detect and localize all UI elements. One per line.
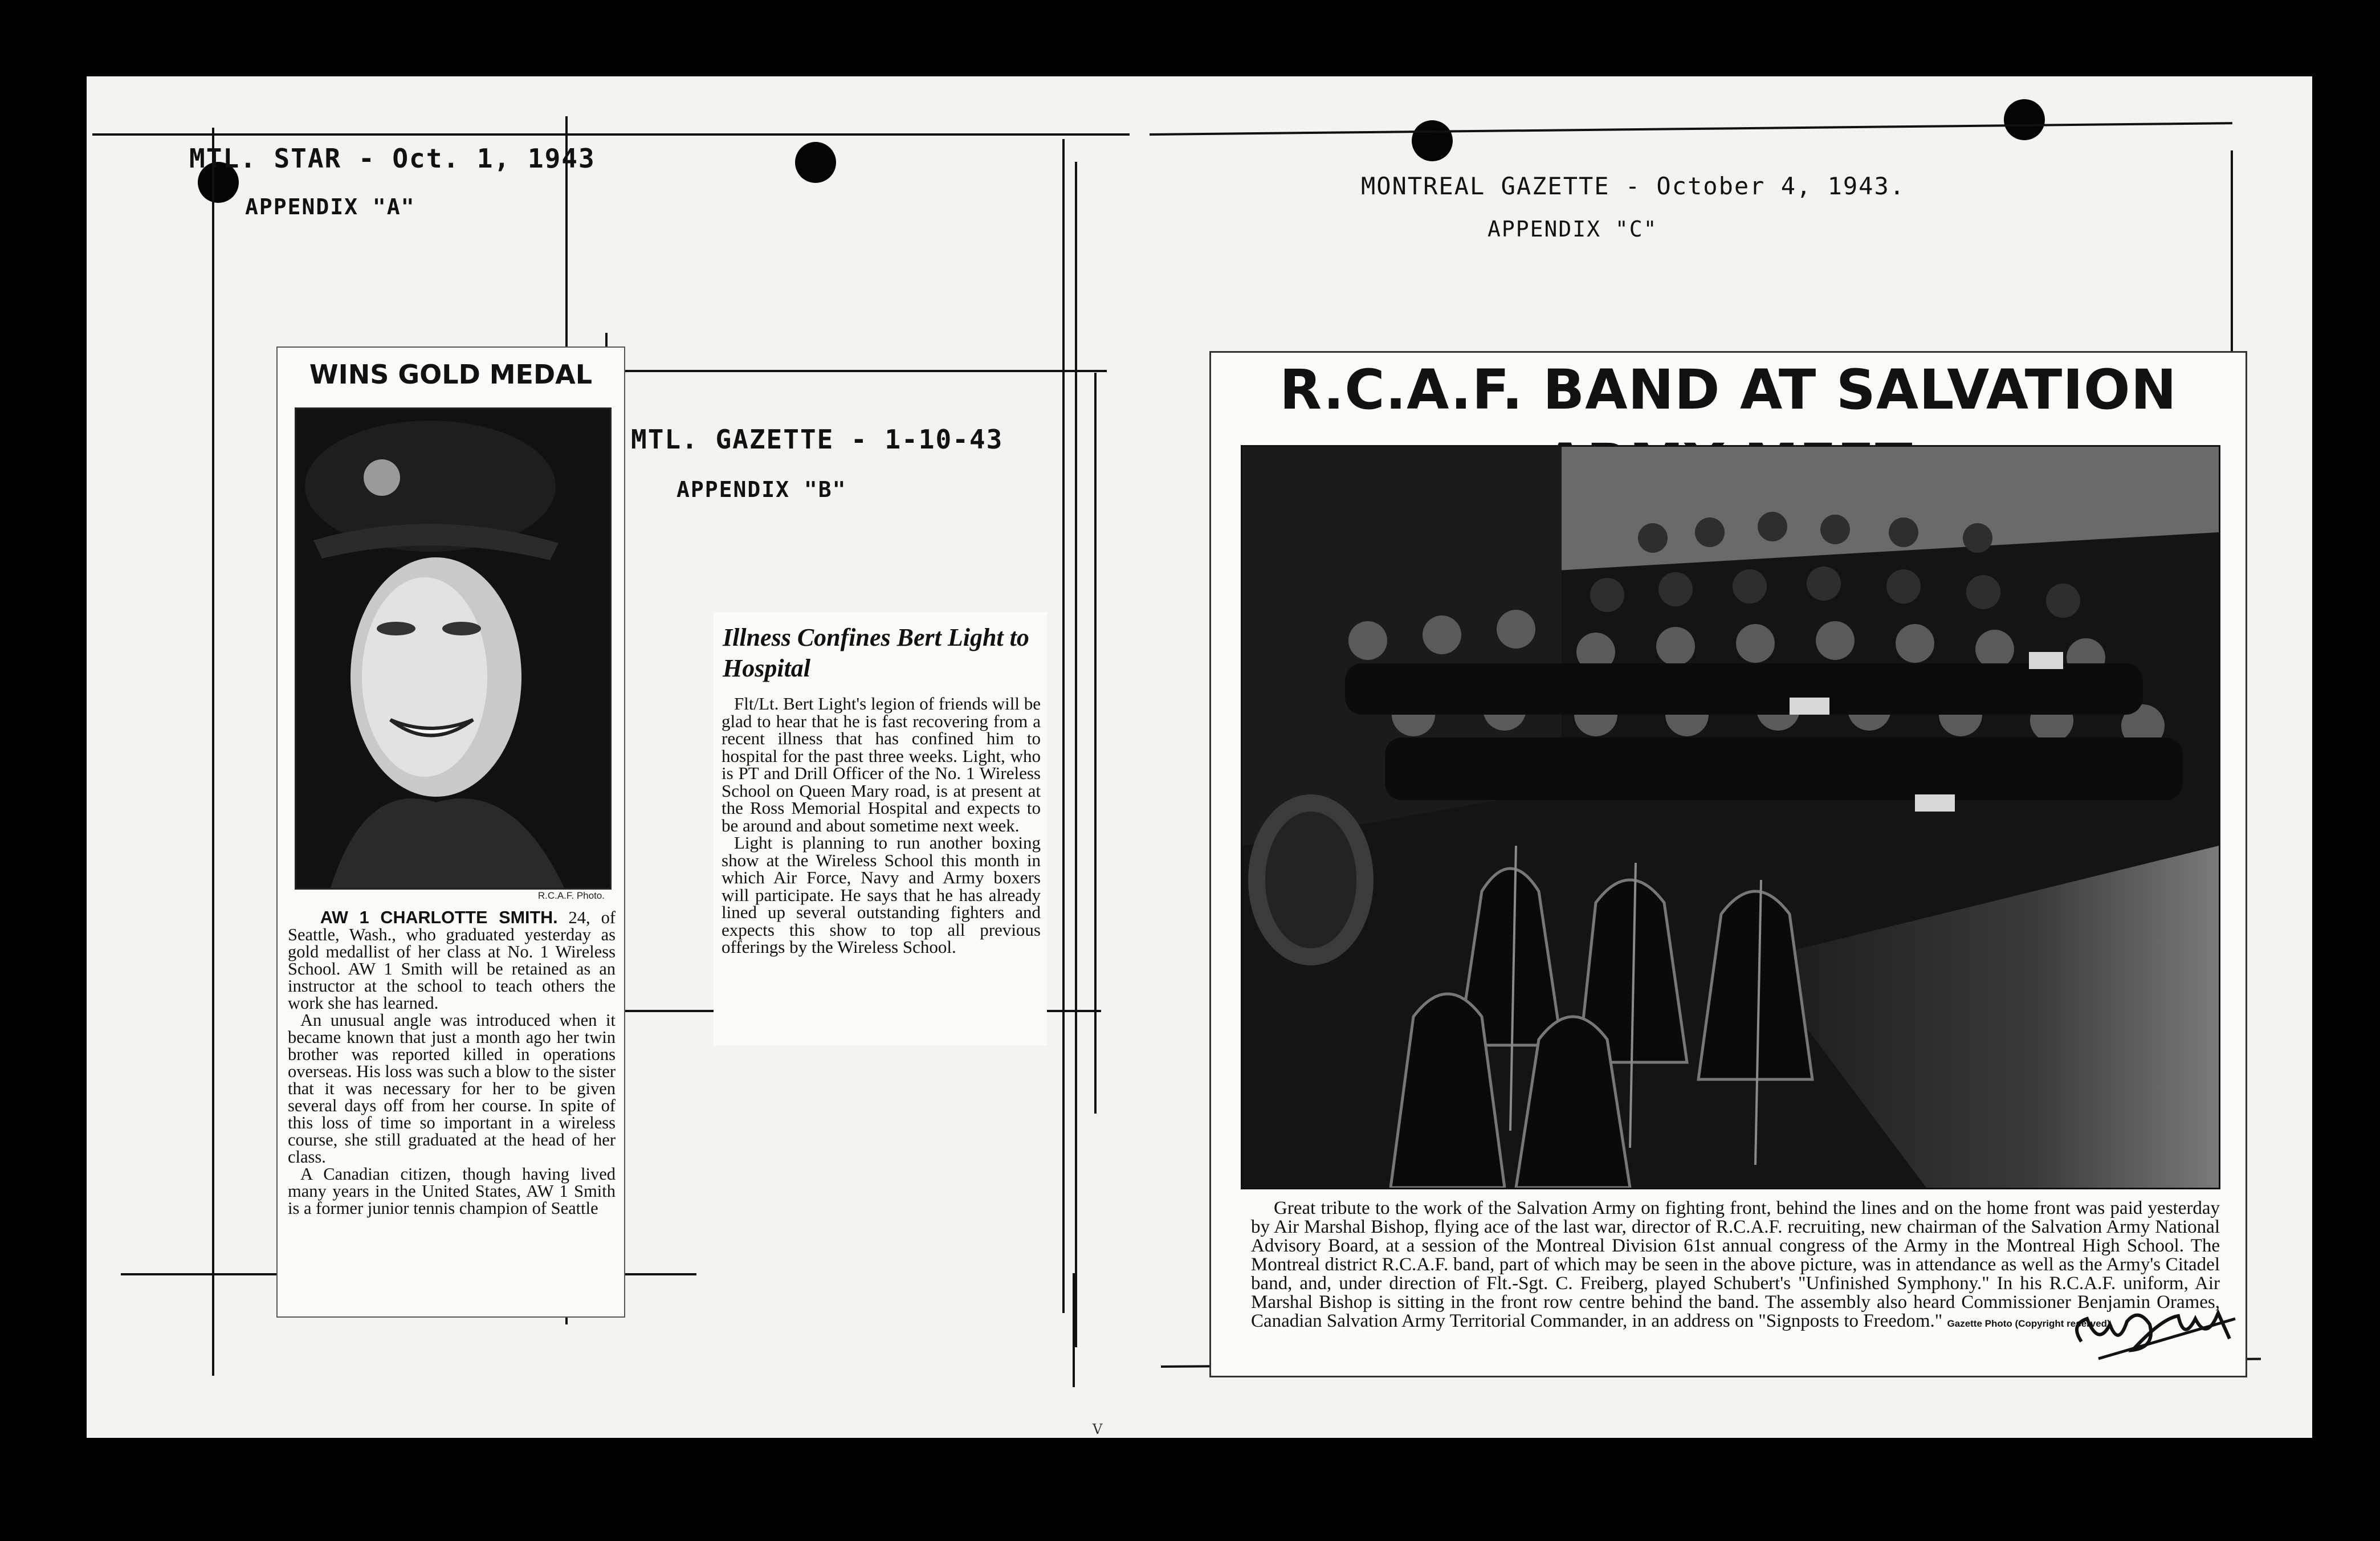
clipping-b-article bbox=[722, 695, 1041, 1037]
ruled-line bbox=[605, 370, 1107, 372]
article-paragraph: Flt/Lt. Bert Light's legion of friends will be glad to hear that he is fast recovering from a recent illness that has confined him to hospital for the past three weeks. Light, who is PT and Drill Officer of the No. 1 Wireless School on Queen Mary road, is at present at the Ross Memorial Hospital and expects to be around and about sometime next week. bbox=[722, 695, 1041, 835]
clipping-c-headline: R.C.A.F. BAND AT SALVATION bbox=[1279, 358, 2177, 422]
punch-hole-4 bbox=[2004, 99, 2045, 140]
ruled-line bbox=[1075, 162, 1077, 1347]
photo-credit: Gazette Photo (Copyright reserved). bbox=[1947, 1318, 2113, 1329]
portrait-illustration bbox=[296, 409, 610, 888]
punch-hole-3 bbox=[1412, 120, 1453, 161]
clipping-appendix-b bbox=[714, 612, 1047, 1045]
article-lead-name: AW 1 CHARLOTTE SMITH. bbox=[320, 909, 558, 927]
portrait-photo bbox=[295, 407, 612, 890]
ruled-line bbox=[1062, 139, 1065, 1313]
clipping-appendix-c bbox=[1209, 351, 2247, 1377]
ruled-line bbox=[1094, 373, 1097, 1114]
clipping-b-headline: Illness Confines Bert Light to Hospital bbox=[723, 623, 1029, 682]
article-paragraph bbox=[288, 909, 616, 1012]
footer-mark: V bbox=[1093, 1421, 1103, 1437]
punch-hole-2 bbox=[795, 142, 836, 183]
ruled-line bbox=[92, 133, 1130, 136]
clipping-a-headline: WINS GOLD MEDAL bbox=[309, 359, 593, 390]
clipping-appendix-a bbox=[276, 346, 625, 1318]
photo-credit: R.C.A.F. Photo. bbox=[537, 890, 605, 901]
appendix-b-label: APPENDIX "B" bbox=[676, 477, 847, 502]
handwritten-initials-signature bbox=[2064, 1285, 2247, 1370]
ruled-line bbox=[212, 128, 214, 1376]
article-paragraph: An unusual angle was introduced when it became known that just a month ago her twin brother was reported killed in operations overseas. His loss was such a blow to the sister that it was necessary for her to be given several days off from her course. In spite of this loss of time so important in a wireless course, she still graduated at the head of her class. bbox=[288, 1010, 616, 1167]
caption-text: Great tribute to the work of the Salvation Army on fighting front, behind the lines and on the home front was paid yesterday by Air Marshal Bishop, flying ace of the last war, director of R.C.A.F. recruiting, new chairman of the Salvation Army National Advisory Board, at a session of the Montreal Division 61st annual congress of the Army in the Montreal High School. The Montreal district R.C.A.F. band, part of which may be seen in the above picture, was in attendance as well as the Army's Citadel band, and, under direction of Flt.-Sgt. C. Freiberg, played Schubert's "Unfinished Symphony." In his R.C.A.F. uniform, Air Marshal Bishop is sitting in the front row centre behind the band. The assembly also heard Commissioner Benjamin Orames, Canadian Salvation Army Territorial Commander, in an address on "Signposts to Freedom." bbox=[1251, 1199, 2220, 1331]
article-lead-text: 24, of Seattle, Wash., who graduated yesterday as gold medallist of her class at No. 1 Wireless School. AW 1 Smith will be retained as an instructor at the school to teach others the work she has learned. bbox=[288, 909, 616, 1013]
appendix-b-source: MTL. GAZETTE - 1-10-43 bbox=[631, 424, 1004, 455]
scrapbook-page bbox=[87, 76, 2312, 1438]
appendix-c-label: APPENDIX "C" bbox=[1488, 217, 1658, 242]
article-paragraph: A Canadian citizen, though having lived many years in the United States, AW 1 Smith is a former junior tennis champion of Seattle bbox=[288, 1164, 616, 1218]
ruled-line bbox=[1150, 122, 2232, 136]
clipping-a-article bbox=[288, 909, 616, 1308]
appendix-c-source: MONTREAL GAZETTE - October 4, 1943. bbox=[1361, 172, 1906, 200]
article-paragraph: Light is planning to run another boxing show at the Wireless School this month in which Air Force, Navy and Army boxers will participate. He says that he has already lined up several outstanding fighters and expects this show to top all previous offerings by the Wireless School. bbox=[722, 833, 1041, 957]
band-assembly-illustration bbox=[1242, 447, 2219, 1188]
appendix-a-label: APPENDIX "A" bbox=[245, 194, 415, 219]
band-photo bbox=[1241, 445, 2220, 1189]
appendix-a-source: MTL. STAR - Oct. 1, 1943 bbox=[189, 143, 596, 174]
